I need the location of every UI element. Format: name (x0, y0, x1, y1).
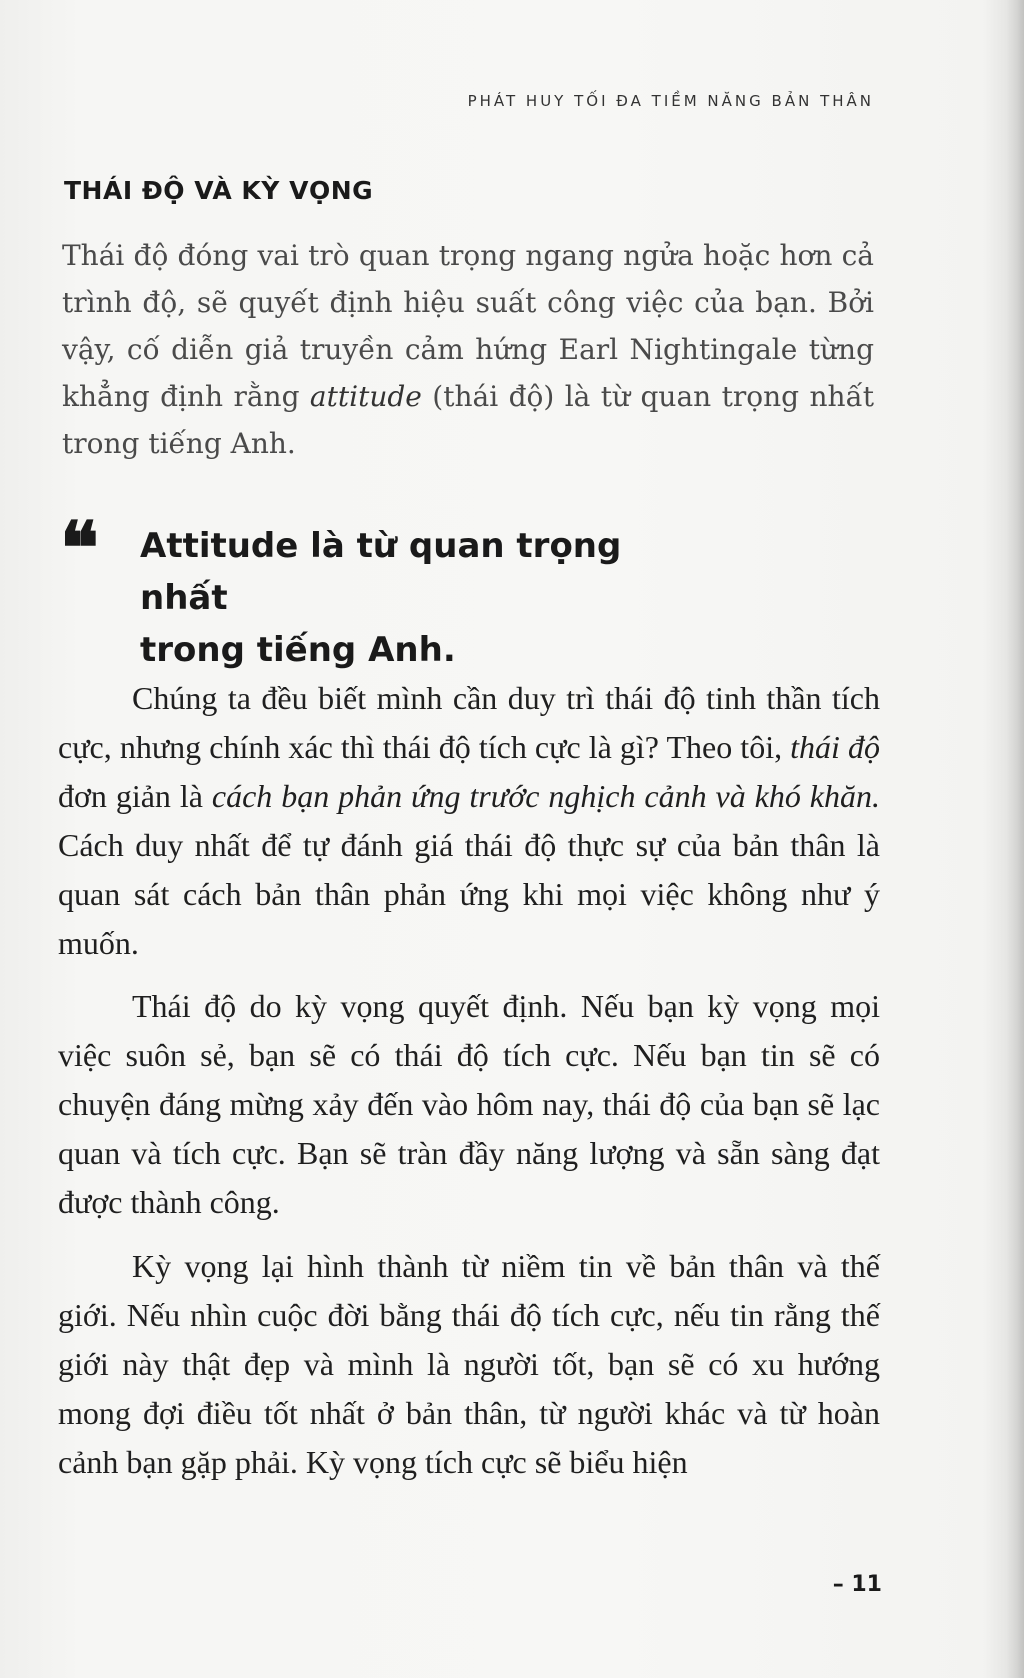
pull-quote-line-1: Attitude là từ quan trọng nhất (140, 526, 622, 618)
running-head: PHÁT HUY TỐI ĐA TIỀM NĂNG BẢN THÂN (467, 92, 874, 110)
body-paragraph-1 (58, 674, 880, 968)
intro-emphasis: attitude (309, 380, 422, 413)
pull-quote-line-2: trong tiếng Anh. (140, 630, 456, 670)
p1-emphasis-2: cách bạn phản ứng trước nghịch cảnh và khó khăn. (211, 778, 881, 814)
p1-emphasis-1: thái độ (790, 729, 881, 765)
page-number: – 11 (832, 1572, 882, 1597)
intro-paragraph (62, 232, 874, 467)
intro-text-before: Thái độ đóng vai trò quan trọng ngang ngửa hoặc hơn cả trình độ, sẽ quyết định hiệu suất công việc của bạn. Bởi vậy, cố diễn giả truyền cảm hứng Earl Nightingale từng khẳng định rằng (62, 239, 874, 413)
page-edge-shadow (1006, 0, 1024, 1678)
quote-mark-icon: ❝ (60, 505, 99, 590)
p1-part-3: Cách duy nhất để tự đánh giá thái độ thực sự của bản thân là quan sát cách bản thân phản ứng khi mọi việc không như ý muốn. (58, 827, 880, 961)
intro-text-after: (thái độ) là từ quan trọng nhất trong tiếng Anh. (62, 380, 874, 460)
p1-part-1: Chúng ta đều biết mình cần duy trì thái độ tinh thần tích cực, nhưng chính xác thì thái độ tích cực là gì? Theo tôi, (58, 680, 880, 765)
section-title: THÁI ĐỘ VÀ KỲ VỌNG (64, 176, 374, 205)
pull-quote (140, 520, 700, 676)
body-paragraph-2: Thái độ do kỳ vọng quyết định. Nếu bạn kỳ vọng mọi việc suôn sẻ, bạn sẽ có thái độ tích cực. Nếu bạn tin sẽ có chuyện đáng mừng xảy đến vào hôm nay, thái độ của bạn sẽ lạc quan và tích cực. Bạn sẽ tràn đầy năng lượng và sẵn sàng đạt được thành công. (58, 988, 880, 1220)
p1-part-2: đơn giản là (58, 778, 212, 814)
body-paragraph-3: Kỳ vọng lại hình thành từ niềm tin về bản thân và thế giới. Nếu nhìn cuộc đời bằng thái độ tích cực, nếu tin rằng thế giới này thật đẹp và mình là người tốt, bạn sẽ có xu hướng mong đợi điều tốt nhất ở bản thân, từ người khác và từ hoàn cảnh bạn gặp phải. Kỳ vọng tích cực sẽ biểu hiện (58, 1248, 880, 1480)
